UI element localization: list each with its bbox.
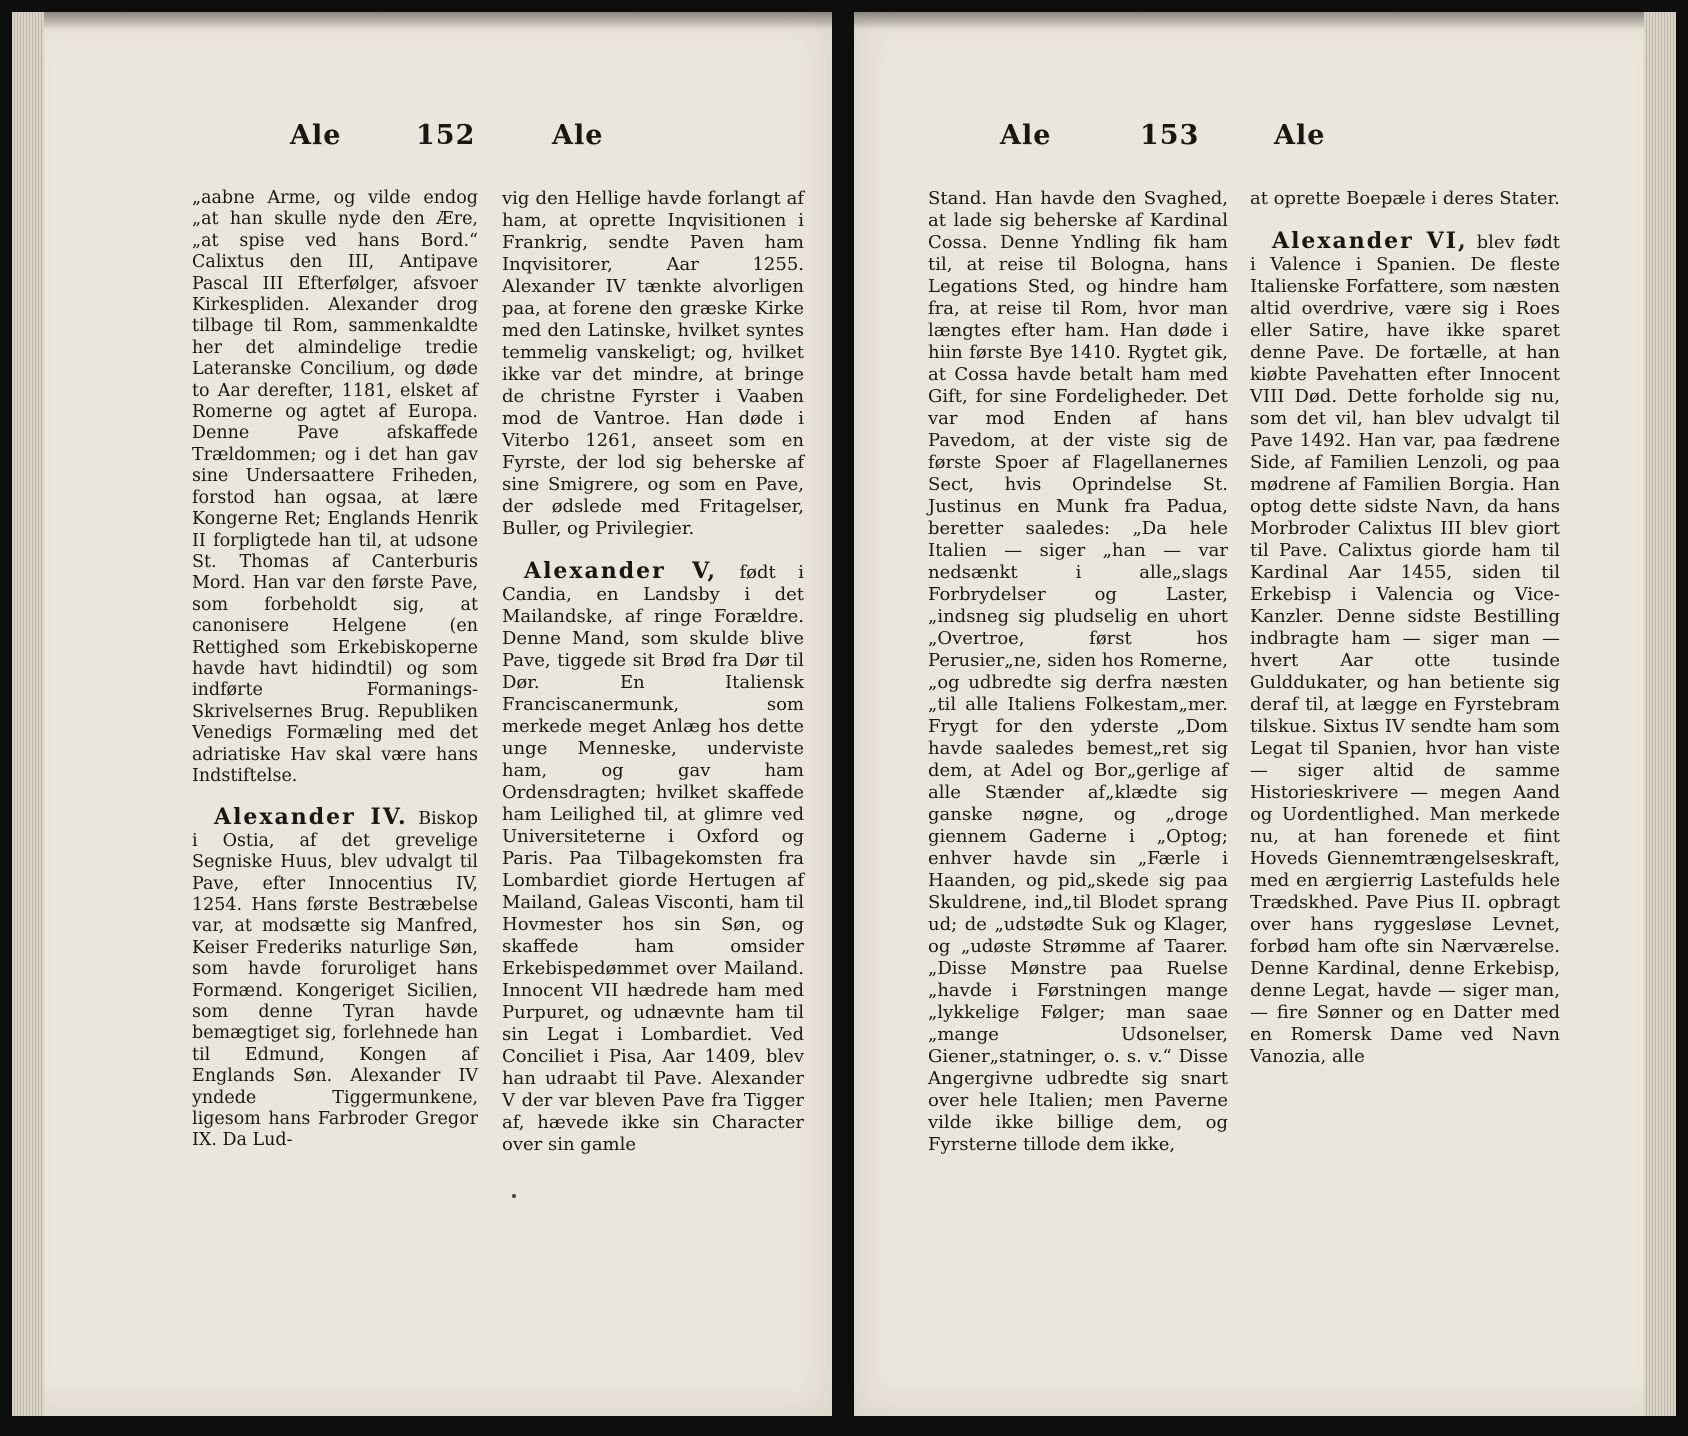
page-edges	[12, 12, 44, 1416]
right-page	[854, 12, 1676, 1416]
header-catchword-right: Ale	[552, 120, 604, 151]
header-catchword-left: Ale	[290, 120, 342, 151]
page-number: 152	[416, 120, 476, 151]
entry-alexander-iv	[192, 804, 478, 1152]
running-header	[854, 120, 1676, 164]
page-number: 153	[1140, 120, 1200, 151]
page-top-shadow	[12, 12, 832, 30]
running-header	[12, 120, 832, 164]
header-catchword-left: Ale	[1000, 120, 1052, 151]
paragraph: „aabne Arme, og vilde endog „at han skulle nyde den Ære, „at spise ved hans Bord.“ Calixtus den III, Antipave Pascal III Efterfølger, afsvoer Kirkespliden. Alexander drog tilbage til Rom, sammenkaldte her det almindelige tredie Lateranske Concilium, og døde to Aar derefter, 1181, elsket af Romerne og agtet af Europa. Denne Pave afskaffede Trældommen; og i det han gav sine Undersaattere Friheden, forstod han ogsaa, at lære Kongerne Ret; Englands Henrik II forpligtede han til, at udsone St. Thomas af Canterburis Mord. Han var den første Pave, som forbeholdt sig, at canonisere Helgene (en Rettighed som Erkebiskoperne havde havt hidindtil) og som indførte Formanings-Skrivelsernes Brug. Republiken Venedigs Formæling med det adriatiske Hav skal være hans Indstiftelse.	[192, 188, 478, 786]
paper-speck	[512, 1194, 516, 1198]
page-top-shadow	[854, 12, 1676, 30]
entry-headword: Alexander VI,	[1272, 228, 1468, 254]
text-column-1	[192, 188, 478, 1152]
left-page	[12, 12, 832, 1416]
entry-headword: Alexander IV.	[214, 804, 408, 831]
entry-text: født i Candia, en Landsby i det Mailandske, af ringe Forældre. Denne Mand, som skulde blive Pave, tiggede sit Brød fra Dør til Dør. En Italiensk Franciscanermunk, som merkede meget Anlæg hos dette unge Menneske, underviste ham, og gav ham Ordensdragten; hvilket skaffede ham Leilighed til, at glimre ved Universiteterne i Oxford og Paris. Paa Tilbagekomsten fra Lombardiet giorde Hertugen af Mailand, Galeas Visconti, ham til Hovmester hos sin Søn, og skaffede ham omsider Erkebispedømmet over Mailand. Innocent VII hædrede ham med Purpuret, og udnævnte ham til sin Legat i Lombardiet. Ved Conciliet i Pisa, Aar 1409, blev han udraabt til Pave. Alexander V der var bleven Pave fra Tigger af, hævede ikke sin Character over sin gamle	[502, 562, 804, 1155]
text-column-2	[1250, 188, 1560, 1068]
header-catchword-right: Ale	[1274, 120, 1326, 151]
paragraph: Stand. Han havde den Svaghed, at lade sig beherske af Kardinal Cossa. Denne Yndling fik ham til, at reise til Bologna, hans Legations Sted, og hindre ham fra, at reise til Rom, hvor man længtes efter ham. Han døde i hiin første Bye 1410. Rygtet gik, at Cossa havde betalt ham med Gift, for sine Fordeligheder. Det var mod Enden af hans Pavedom, at der viste sig de første Spoer af Flagellanernes Sect, hvis Oprindelse St. Justinus en Munk fra Padua, beretter saaledes: „Da hele Italien — siger „han — var nedsænkt i alle„slags Forbrydelser og Laster, „indsneg sig pludselig en uhort „Overtroe, først hos Perusier„ne, siden hos Romerne, „og udbredte sig derfra næsten „til alle Italiens Folkestam„mer. Frygt for den yderste „Dom havde saaledes bemest„ret sig dem, at Adel og Bor„gerlige af alle Stænder af„klædte sig ganske nøgne, og „droge giennem Gaderne i „Optog; enhver havde sin „Færle i Haanden, og pid„skede sig paa Skuldrene, ind„til Blodet sprang ud; de „udstødte Suk og Klager, og „udøste Strømme af Taarer. „Disse Mønstre paa Ruelse „havde i Førstningen mange „lykkelige Følger; man saae „mange Udsonelser, Giener„statninger, o. s. v.“ Disse Angergivne udbredte sig snart over hele Italien; men Paverne vilde ikke billige dem, og Fyrsterne tillode dem ikke,	[928, 188, 1228, 1155]
text-column-2	[502, 188, 804, 1156]
entry-headword: Alexander V,	[524, 558, 718, 584]
entry-text: Biskop i Ostia, af det grevelige Segniske Huus, blev udvalgt til Pave, efter Innocentius IV, 1254. Hans første Bestræbelse var, at modsætte sig Manfred, Keiser Frederiks naturlige Søn, som havde foruroliget hans Formænd. Kongeriget Sicilien, som denne Tyran havde bemægtiget sig, forlehnede han til Edmund, Kongen af Englands Søn. Alexander IV yndede Tiggermunkene, ligesom hans Farbroder Gregor IX. Da Lud-	[192, 809, 478, 1151]
text-column-1	[928, 188, 1228, 1156]
page-edges	[1644, 12, 1676, 1416]
entry-alexander-v	[502, 560, 804, 1156]
paragraph: at oprette Boepæle i deres Stater.	[1250, 188, 1560, 209]
paragraph: vig den Hellige havde forlangt af ham, at oprette Inqvisitionen i Frankrig, sendte Paven ham Inqvisitorer, Aar 1255. Alexander IV tænkte alvorligen paa, at forene den græske Kirke med den Latinske, hvilket syntes temmelig vanskeligt; og, hvilket ikke var det mindre, at bringe de christne Fyrster i Vaaben mod de Vantroe. Han døde i Viterbo 1261, anseet som en Fyrste, der lod sig beherske af sine Smigrere, og som en Pave, der ødslede med Fritagelser, Buller, og Privilegier.	[502, 188, 804, 539]
entry-text: blev født i Valence i Spanien. De fleste Italienske Forfattere, som næsten altid overdrive, være sig i Roes eller Satire, have ikke sparet denne Pave. De fortælle, at han kiøbte Pavehatten efter Innocent VIII Død. Dette forholde sig nu, som det vil, han blev udvalgt til Pave 1492. Han var, paa fædrene Side, af Familien Lenzoli, og paa mødrene af Familien Borgia. Han optog dette sidste Navn, da hans Morbroder Calixtus III blev giort til Pave. Calixtus giorde ham til Kardinal Aar 1455, siden til Erkebisp i Valencia og Vice-Kanzler. Denne sidste Bestilling indbragte ham — siger man — hvert Aar otte tusinde Gulddukater, og han betiente sig deraf til, at lægge en Fyrstebram tilskue. Sixtus IV sendte ham som Legat til Spanien, hvor han viste — siger altid de samme Historieskrivere — megen Aand og Uordentlighed. Man merkede nu, at han forenede et fiint Hoveds Giennemtrængelseskraft, med en ærgierrig Lastefulds hele Trædskhed. Pave Pius II. opbragt over hans ryggesløse Levnet, forbød ham ofte sin Nærværelse. Denne Kardinal, denne Erkebisp, denne Legat, havde — siger man, — fire Sønner og en Datter med en Romersk Dame ved Navn Vanozia, alle	[1250, 232, 1560, 1067]
entry-alexander-vi	[1250, 230, 1560, 1068]
